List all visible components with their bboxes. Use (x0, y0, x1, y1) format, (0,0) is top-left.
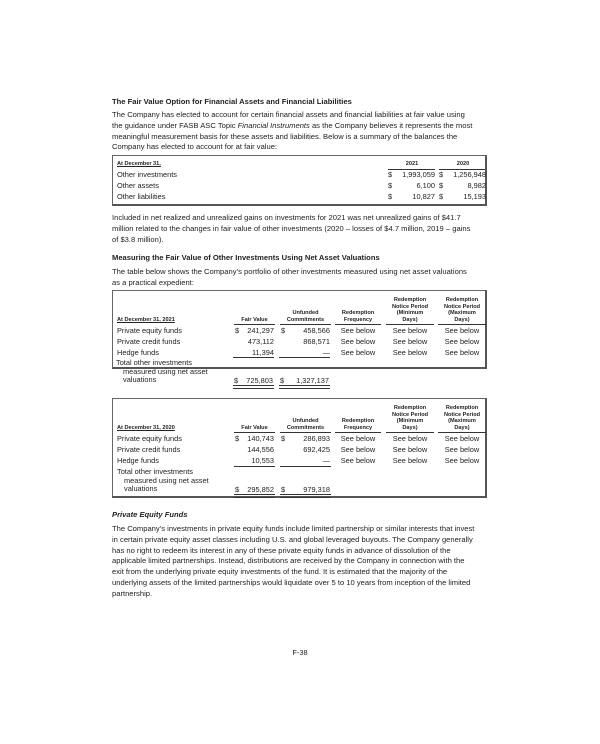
paragraph-line: has no right to redeem its interest in any of these private equity funds in advance of dissolution of the (112, 545, 451, 555)
text-span: as the Company believes it represents the most (309, 120, 473, 130)
currency-symbol: $ (281, 434, 286, 443)
fair-value-option-paragraph (112, 110, 490, 153)
header-line: (Minimum (396, 418, 424, 425)
redemption-frequency: See below (340, 445, 376, 454)
column-header-2021: 2021 (405, 161, 419, 167)
section-heading-fair-value-option: The Fair Value Option for Financial Assets and Financial Liabilities (112, 97, 352, 106)
subtotal-rule (280, 466, 331, 467)
notice-max-days: See below (444, 348, 480, 357)
currency-symbol: $ (280, 376, 285, 385)
row-label: Private credit funds (117, 445, 181, 454)
paragraph-line: meaningful measurement basis for these assets and liabilities. Below is a summary of the balances the (112, 131, 458, 141)
double-underline (234, 494, 275, 498)
header-line: Notice Period (391, 303, 429, 310)
paragraph-line (112, 121, 490, 132)
header-line: Unfunded (292, 418, 319, 424)
paragraph-line: as a practical expedient: (112, 277, 194, 287)
column-header-fair-value: Fair Value (241, 317, 268, 323)
unrealized-gains-paragraph (112, 213, 490, 245)
unfunded-commitments: 692,425 (303, 445, 330, 454)
row-label: Private equity funds (117, 326, 182, 335)
paragraph-line: partnership. (112, 588, 153, 598)
fair-value: 140,743 (247, 434, 274, 443)
double-underline (279, 385, 330, 389)
text-span: the guidance under FASB ASC Topic (112, 120, 238, 130)
header-underline (234, 432, 275, 433)
unfunded-commitments: 868,571 (303, 337, 330, 346)
paragraph-line: The Company’s investments in private equity funds include limited partnership or similar interests that invest (112, 524, 475, 533)
table-header-label: At December 31, 2020 (117, 425, 175, 431)
header-line: Notice Period (443, 411, 481, 418)
currency-symbol: $ (281, 485, 286, 494)
header-line: Days) (402, 424, 418, 431)
header-line: (Maximum (448, 310, 476, 317)
header-underline (438, 432, 486, 433)
table-header-label: At December 31, (117, 161, 161, 167)
redemption-frequency: See below (340, 456, 376, 465)
section-heading-private-equity: Private Equity Funds (112, 510, 188, 519)
header-line: Days) (402, 316, 418, 323)
notice-min-days: See below (392, 445, 428, 454)
total-unfunded-commitments: 1,327,137 (296, 376, 329, 385)
table-header-label: At December 31, 2021 (117, 317, 175, 323)
header-line: Days) (454, 316, 470, 323)
header-line: Frequency (343, 424, 373, 431)
notice-max-days: See below (444, 337, 480, 346)
paragraph-line: Included in net realized and unrealized gains on investments for 2021 was net unrealized gains of $41.7 (112, 213, 461, 222)
total-label (116, 359, 208, 385)
currency-symbol: $ (439, 181, 444, 190)
value-2020: 1,256,948 (453, 170, 486, 179)
header-line: Commitments (286, 424, 325, 431)
notice-max-days: See below (444, 456, 480, 465)
header-line: Commitments (286, 316, 325, 323)
redemption-frequency: See below (340, 337, 376, 346)
nav-table-2020 (112, 398, 487, 498)
nav-intro-paragraph (112, 267, 490, 289)
total-label (117, 468, 209, 494)
double-underline (280, 494, 331, 498)
column-header-max-days (438, 405, 486, 431)
column-header-unfunded (280, 418, 331, 431)
notice-min-days: See below (392, 326, 428, 335)
notice-min-days: See below (392, 456, 428, 465)
total-label-line: measured using net asset (124, 475, 209, 485)
currency-symbol: $ (439, 170, 444, 179)
total-label-line: valuations (123, 375, 157, 385)
paragraph-line: The Company has elected to account for certain financial assets and financial liabilities at fair value using (112, 110, 465, 119)
header-line: Days) (454, 424, 470, 431)
currency-symbol: $ (235, 434, 240, 443)
header-underline (335, 432, 381, 433)
section-heading-nav: Measuring the Fair Value of Other Investments Using Net Asset Valuations (112, 253, 380, 262)
total-unfunded-commitments: 979,318 (303, 485, 330, 494)
double-underline (233, 385, 274, 389)
notice-min-days: See below (392, 337, 428, 346)
currency-symbol: $ (234, 376, 239, 385)
private-equity-paragraph (112, 524, 490, 600)
table2-total-row (112, 290, 487, 390)
paragraph-line: applicable limited partnerships. Instead, distributions are received by the Company in connection with the (112, 556, 465, 566)
header-line: Redemption (341, 418, 375, 424)
unfunded-commitments: 286,893 (303, 434, 330, 443)
fair-value-summary-table (112, 155, 487, 206)
header-line: Redemption (341, 310, 375, 316)
currency-symbol: $ (235, 326, 240, 335)
row-label: Private credit funds (117, 337, 181, 346)
fair-value: 241,297 (247, 326, 274, 335)
fair-value: 10,553 (251, 456, 274, 465)
value-2021: 6,100 (416, 181, 435, 190)
header-line: Redemption (445, 405, 479, 411)
total-fair-value: 725,803 (246, 376, 273, 385)
row-label: Hedge funds (117, 348, 159, 357)
total-label-line: valuations (124, 484, 158, 494)
row-label: Other assets (117, 181, 159, 190)
total-label-line: measured using net asset (123, 366, 208, 376)
italic-topic: Financial Instruments (237, 120, 310, 130)
total-fair-value: 295,852 (247, 485, 274, 494)
value-2021: 10,827 (412, 192, 435, 201)
row-label: Other liabilities (117, 192, 166, 201)
total-label-line: Total other investments (117, 467, 193, 476)
header-line: (Minimum (396, 310, 424, 317)
header-line: Redemption (393, 297, 427, 303)
header-line: (Maximum (448, 418, 476, 425)
paragraph-line: Company has elected to account for at fair value: (112, 142, 278, 152)
currency-symbol: $ (388, 170, 393, 179)
header-line: Notice Period (391, 411, 429, 418)
paragraph-line: exit from the underlying private equity investments of the fund. It is estimated that the majority of the (112, 567, 448, 577)
column-header-min-days (386, 405, 434, 431)
currency-symbol: $ (235, 485, 240, 494)
value-2020: 15,193 (463, 192, 486, 201)
header-underline (280, 432, 331, 433)
currency-symbol: $ (439, 192, 444, 201)
paragraph-line: in certain private equity asset classes including U.S. and global leveraged buyouts. The Company generally (112, 534, 473, 544)
paragraph-line: million related to the changes in fair value of other investments (2020 – losses of $4.7 million, 2019 – gains (112, 223, 471, 233)
row-label: Hedge funds (117, 456, 159, 465)
row-label: Other investments (117, 170, 177, 179)
redemption-frequency: See below (340, 434, 376, 443)
notice-max-days: See below (444, 326, 480, 335)
header-line: Unfunded (292, 310, 319, 316)
paragraph-line: underlying assets of the limited partnerships would liquidate over 5 to 10 years from inception of the limited (112, 577, 471, 587)
currency-symbol: $ (281, 326, 286, 335)
column-header-frequency (335, 418, 381, 431)
notice-max-days: See below (444, 434, 480, 443)
page-number: F-38 (292, 648, 308, 657)
notice-max-days: See below (444, 445, 480, 454)
fair-value: 11,394 (251, 348, 274, 357)
value-2020: 8,982 (467, 181, 486, 190)
column-header-2020: 2020 (456, 161, 470, 167)
header-line: Frequency (343, 316, 373, 323)
total-label-line: Total other investments (116, 358, 192, 367)
notice-min-days: See below (392, 434, 428, 443)
redemption-frequency: See below (340, 326, 376, 335)
fair-value: 144,556 (247, 445, 274, 454)
unfunded-commitments: — (322, 348, 330, 357)
value-2021: 1,993,059 (402, 170, 435, 179)
row-label: Private equity funds (117, 434, 182, 443)
redemption-frequency: See below (340, 348, 376, 357)
paragraph-line: The table below shows the Company’s portfolio of other investments measured using net asset valuations (112, 267, 467, 276)
header-line: Redemption (445, 297, 479, 303)
subtotal-rule (234, 466, 275, 467)
notice-min-days: See below (392, 348, 428, 357)
currency-symbol: $ (388, 192, 393, 201)
paragraph-line: of $3.8 million). (112, 234, 164, 244)
header-line: Redemption (393, 405, 427, 411)
header-underline (386, 432, 434, 433)
column-header-fair-value: Fair Value (241, 425, 268, 431)
currency-symbol: $ (388, 181, 393, 190)
fair-value: 473,112 (247, 337, 274, 346)
unfunded-commitments: — (322, 456, 330, 465)
header-line: Notice Period (443, 303, 481, 310)
unfunded-commitments: 458,566 (303, 326, 330, 335)
